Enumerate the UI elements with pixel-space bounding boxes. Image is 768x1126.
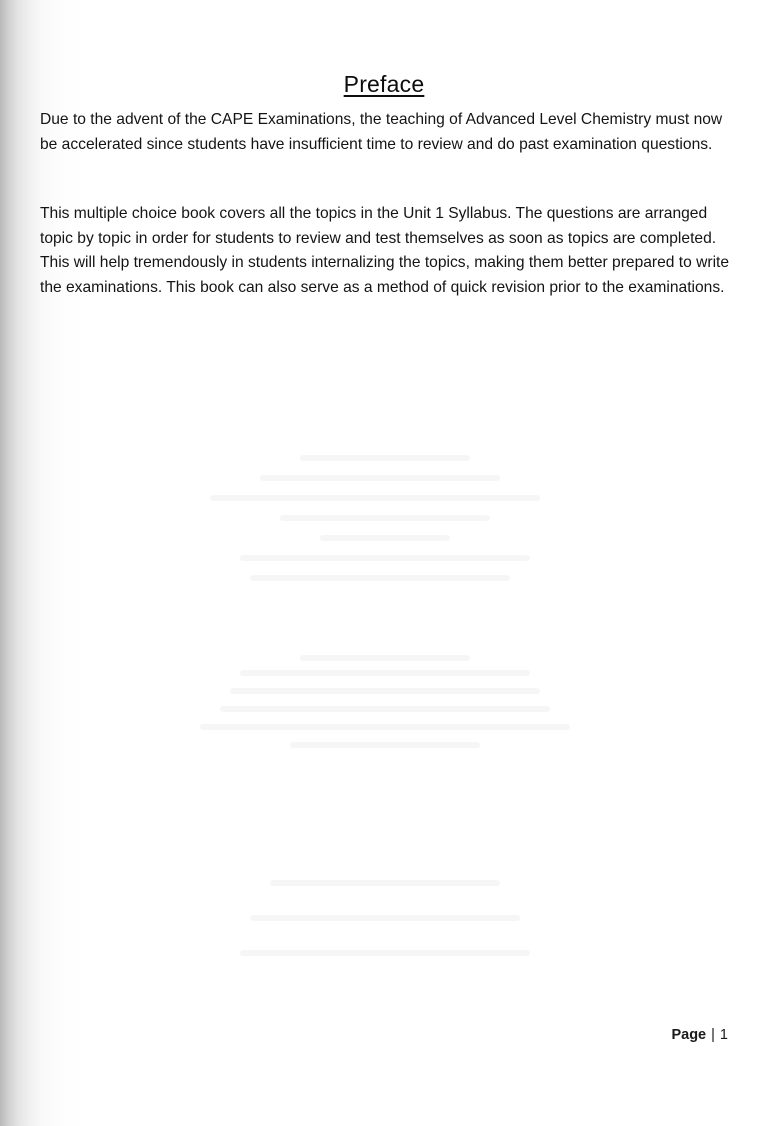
page-footer <box>671 1027 728 1043</box>
page-label: Page <box>671 1027 707 1043</box>
preface-paragraph-2: This multiple choice book covers all the topics in the Unit 1 Syllabus. The questions are arranged topic by topic in order for students to review and test themselves as soon as topics are completed. This will help tremendously in students internalizing the topics, making them better prepared to write the examinations. This book can also serve as a method of quick revision prior to the examinations. <box>40 205 730 296</box>
page-separator: | <box>711 1027 715 1043</box>
page-title: Preface <box>343 71 425 98</box>
page-number: 1 <box>719 1027 728 1043</box>
preface-paragraph-1: Due to the advent of the CAPE Examinations, the teaching of Advanced Level Chemistry must now be accelerated since students have insufficient time to review and do past examination questions. <box>40 111 723 153</box>
